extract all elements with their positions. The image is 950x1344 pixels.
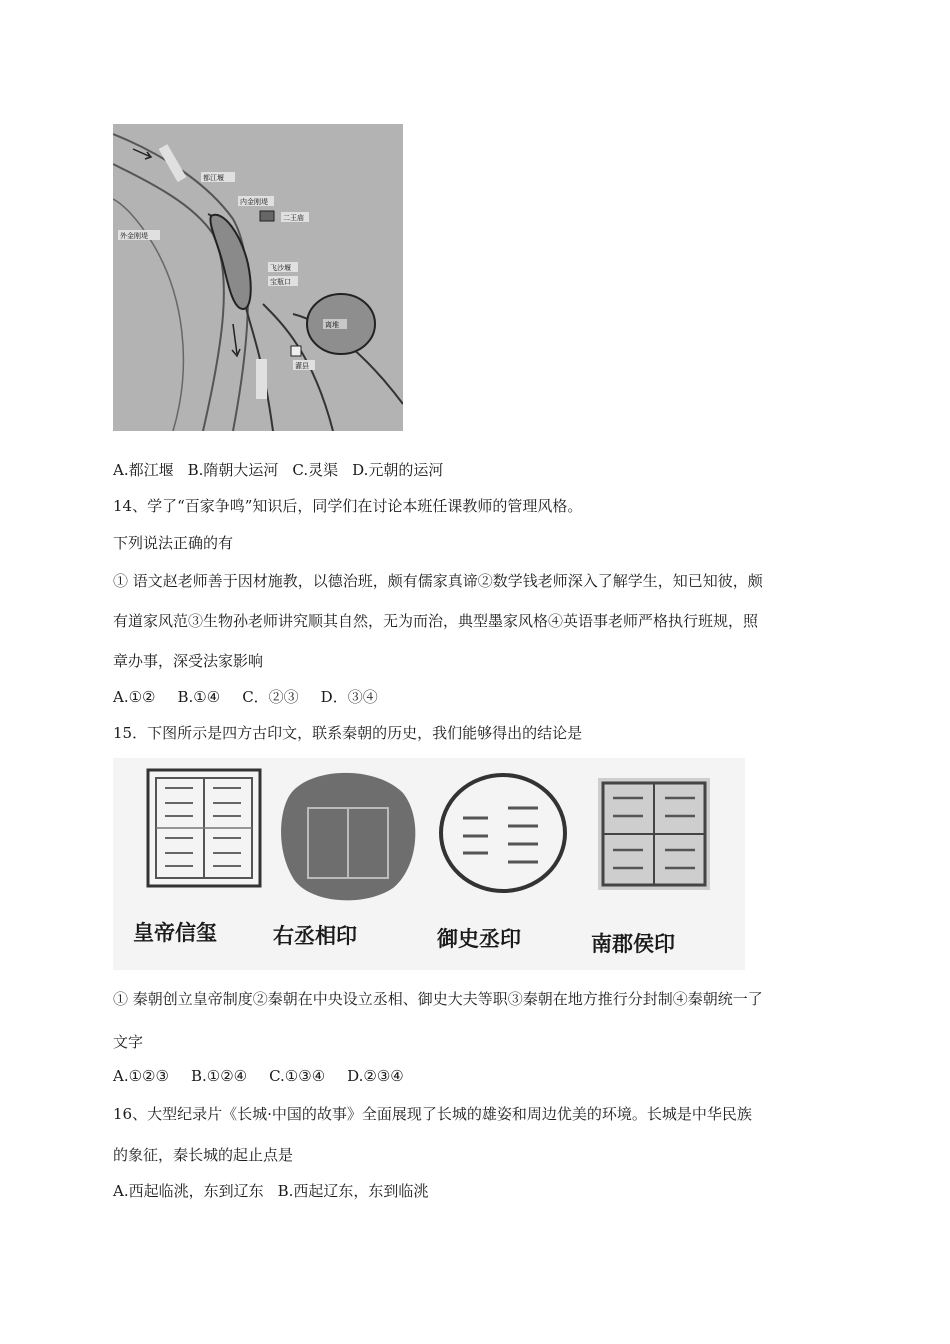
map-label: 飞沙堰 <box>270 264 291 272</box>
q16-option-a[interactable]: A.西起临洮，东到辽东 <box>113 1182 264 1200</box>
q15-options <box>113 1067 426 1085</box>
q14-options <box>113 686 400 707</box>
q15-body-line-2: 文字 <box>113 1033 144 1051</box>
map-label: 二王庙 <box>283 214 304 222</box>
q14-option-c[interactable]: C．②③ <box>242 688 299 706</box>
q15-option-b[interactable]: B.①②④ <box>190 1067 248 1085</box>
map-label: 内金刚堤 <box>240 198 268 206</box>
map-label: 外金刚堤 <box>120 232 148 240</box>
q14-option-a[interactable]: A.①② <box>113 688 156 706</box>
map-label: 灌县 <box>295 362 309 370</box>
q14-body-line-1: ① 语文赵老师善于因材施教，以德治班，颇有儒家真谛②数学钱老师深入了解学生，知已知彼，颇 <box>113 572 763 590</box>
q16-stem-line-1: 16、大型纪录片《长城·中国的故事》全面展现了长城的雄姿和周边优美的环境。长城是中华民族 <box>113 1105 752 1123</box>
seal-label-3: 御史丞印 <box>437 926 521 951</box>
q14-stem-2: 下列说法正确的有 <box>113 534 234 552</box>
q15-stem: 15．下图所示是四方古印文，联系秦朝的历史，我们能够得出的结论是 <box>113 724 583 742</box>
q14-body-line-3: 章办事，深受法家影响 <box>113 652 264 670</box>
q13-option-a[interactable]: A.都江堰 <box>113 461 174 479</box>
q14-stem: 14、学了“百家争鸣”知识后，同学们在讨论本班任课教师的管理风格。 <box>113 497 583 515</box>
seal-label-4: 南郡侯印 <box>591 931 675 956</box>
q16-option-b[interactable]: B.西起辽东，东到临洮 <box>277 1182 429 1200</box>
seal-label-2: 右丞相印 <box>273 923 357 948</box>
q13-options <box>113 459 457 480</box>
map-label: 离堆 <box>325 321 339 329</box>
q15-option-a[interactable]: A.①②③ <box>113 1067 169 1085</box>
q16-stem-line-2: 的象征，秦长城的起止点是 <box>113 1146 294 1164</box>
q14-option-b[interactable]: B.①④ <box>177 688 221 706</box>
map-label: 宝瓶口 <box>270 278 291 286</box>
q15-option-d[interactable]: D.②③④ <box>347 1067 404 1085</box>
map-label: 都江堰 <box>203 174 224 182</box>
ancient-seals-image <box>113 758 745 970</box>
q14-option-d[interactable]: D．③④ <box>320 688 378 706</box>
seal-label-1: 皇帝信玺 <box>133 920 217 945</box>
q14-body-line-2: 有道家风范③生物孙老师讲究顺其自然，无为而治，典型墨家风格④英语事老师严格执行班规，照 <box>113 612 759 630</box>
seal-nanjun-hou-yin <box>598 778 710 890</box>
q15-body-line-1: ① 秦朝创立皇帝制度②秦朝在中央设立丞相、御史大夫等职③秦朝在地方推行分封制④秦朝统一了 <box>113 990 763 1008</box>
q13-option-d[interactable]: D.元朝的运河 <box>352 461 444 479</box>
dujiangyan-map-image <box>113 124 403 431</box>
q16-options <box>113 1180 442 1201</box>
q13-option-b[interactable]: B.隋朝大运河 <box>187 461 279 479</box>
seal-you-chengxiang-yin <box>281 773 415 900</box>
q15-option-c[interactable]: C.①③④ <box>269 1067 326 1085</box>
q13-option-c[interactable]: C.灵渠 <box>292 461 339 479</box>
